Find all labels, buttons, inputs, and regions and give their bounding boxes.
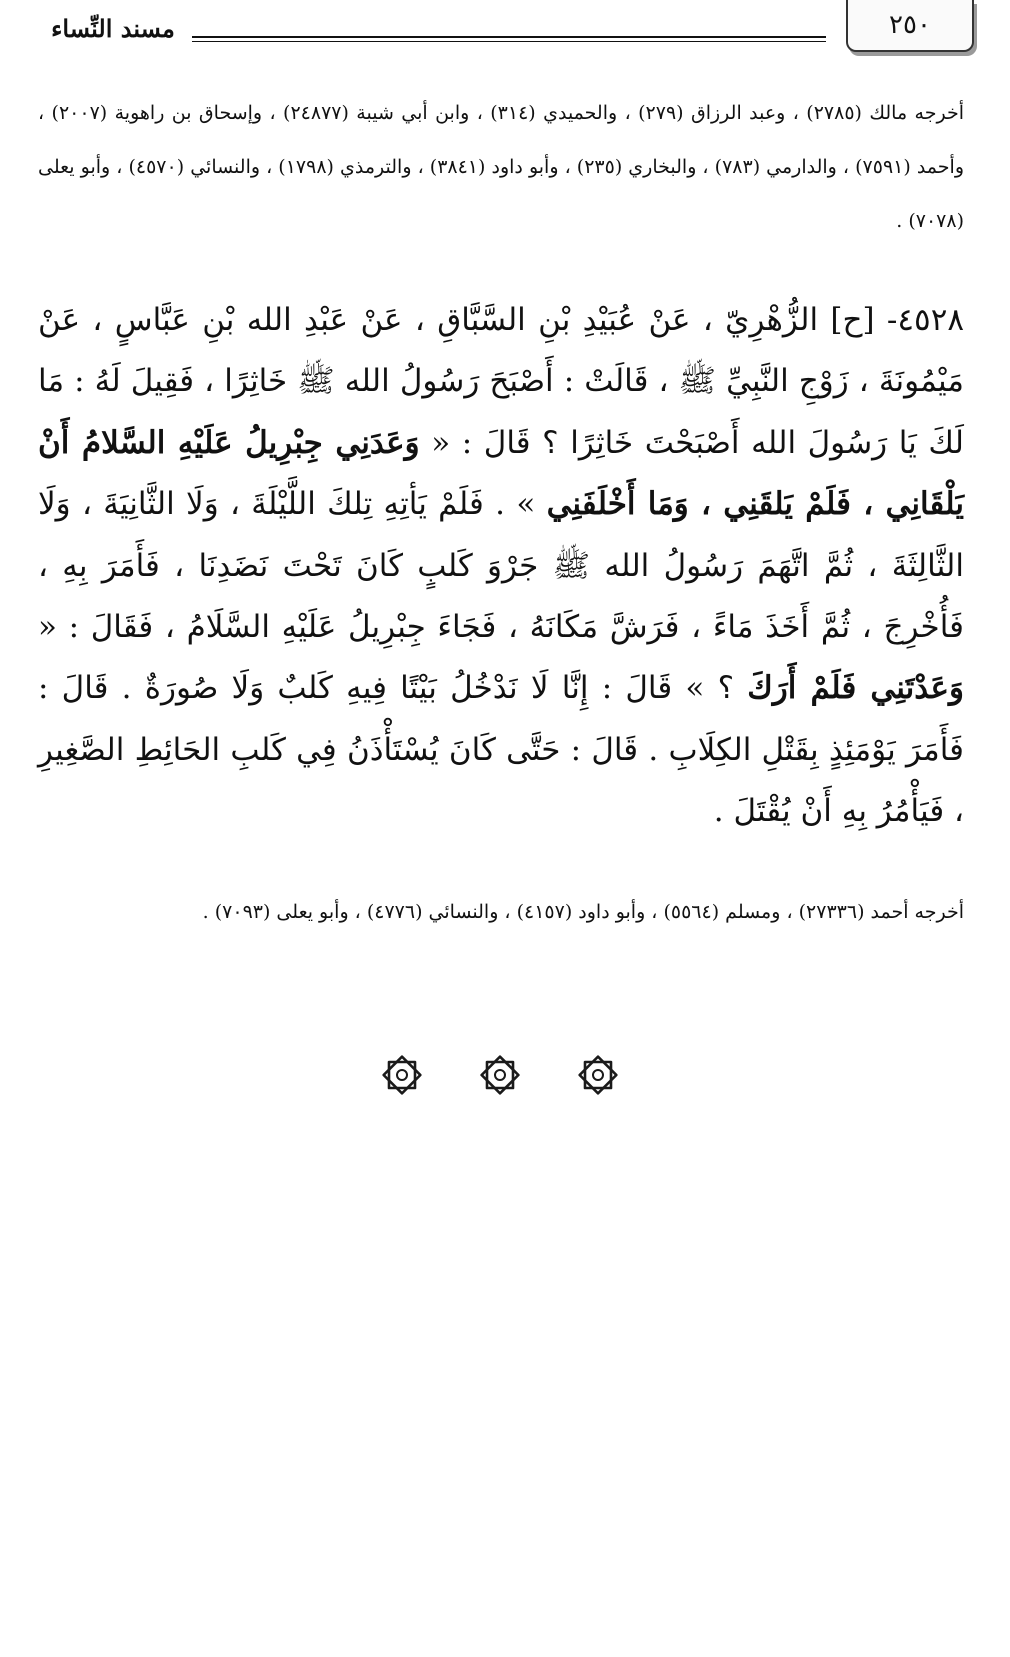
eight-point-star-ornament-icon <box>576 1053 620 1097</box>
eight-point-star-ornament-icon <box>380 1053 424 1097</box>
hadith-segment-1: [ح] الزُّهْرِيّ ، عَنْ عُبَيْدِ بْنِ السَّبَّاقِ ، عَنْ عَبْدِ الله بْنِ عَبَّاسٍ ، عَنْ مَيْمُونَةَ ، زَوْجِ النَّبِيِّ ﷺ ، قَالَتْ : أَصْبَحَ رَسُولُ الله ﷺ خَاثِرًا ، فَقِيلَ لَهُ : مَا لَكَ يَا رَسُولَ الله أَصْبَحْتَ خَاثِرًا ؟ قَالَ : « <box>38 302 964 461</box>
hadith-segment-2: » . فَلَمْ يَأتِهِ تِلكَ اللَّيْلَةَ ، وَلَا الثَّانِيَةَ ، وَلَا الثَّالِثَةَ ، ثُمَّ اتَّهَمَ رَسُولُ الله ﷺ جَرْوَ كَلبٍ كَانَ تَحْتَ نَضَدِنَا ، فَأَمَرَ بِهِ ، فَأُخْرِجَ ، ثُمَّ أَخَذَ مَاءً ، فَرَشَّ مَكَانَهُ ، فَجَاءَ جِبْرِيلُ عَلَيْهِ السَّلَامُ ، فَقَالَ : « <box>38 486 964 645</box>
header-rule <box>192 36 826 42</box>
eight-point-star-ornament-icon <box>478 1053 522 1097</box>
hadith-quote-2: وَعَدْتَنِي فَلَمْ أَرَكَ <box>747 670 964 707</box>
page-number-text: ٢٥٠ <box>889 10 931 40</box>
hadith-number: ٤٥٢٨- <box>886 302 964 338</box>
section-divider-ornaments <box>380 1053 620 1097</box>
running-title: مسند النِّساء <box>51 14 175 43</box>
hadith-quote-1: وَعَدَنِي جِبْرِيلُ عَلَيْهِ السَّلامُ أَنْ يَلْقَانِي ، فَلَمْ يَلقَنِي ، وَمَا أَخْلَفَنِي <box>38 424 964 523</box>
footnote-takhrij-bottom: أخرجه أحمد (٢٧٣٣٦) ، ومسلم (٥٥٦٤) ، وأبو داود (٤١٥٧) ، والنسائي (٤٧٧٦) ، وأبو يعلى (٧٠٩٣) . <box>202 901 964 923</box>
hadith-segment-3: ؟ » قَالَ : إِنَّا لَا نَدْخُلُ بَيْتًا فِيهِ كَلبٌ وَلَا صُورَةٌ . قَالَ : فَأَمَرَ يَوْمَئِذٍ بِقَتْلِ الكِلَابِ . قَالَ : حَتَّى كَانَ يُسْتَأْذَنُ فِي كَلبِ الحَائِطِ الصَّغِيرِ ، فَيَأْمُرُ بِهِ أَنْ يُقْتَلَ . <box>38 670 964 829</box>
footnote-takhrij-top: أخرجه مالك (٢٧٨٥) ، وعبد الرزاق (٢٧٩) ، والحميدي (٣١٤) ، وابن أبي شيبة (٢٤٨٧٧) ، وإسحاق بن راهوية (٢٠٠٧) ، وأحمد (٧٥٩١) ، والدارمي (٧٨٣) ، والبخاري (٢٣٥) ، وأبو داود (٣٨٤١) ، والترمذي (١٧٩٨) ، والنسائي (٤٥٧٠) ، وأبو يعلى (٧٠٧٨) . <box>38 102 964 233</box>
hadith-text <box>38 290 964 842</box>
page-number <box>846 0 974 52</box>
